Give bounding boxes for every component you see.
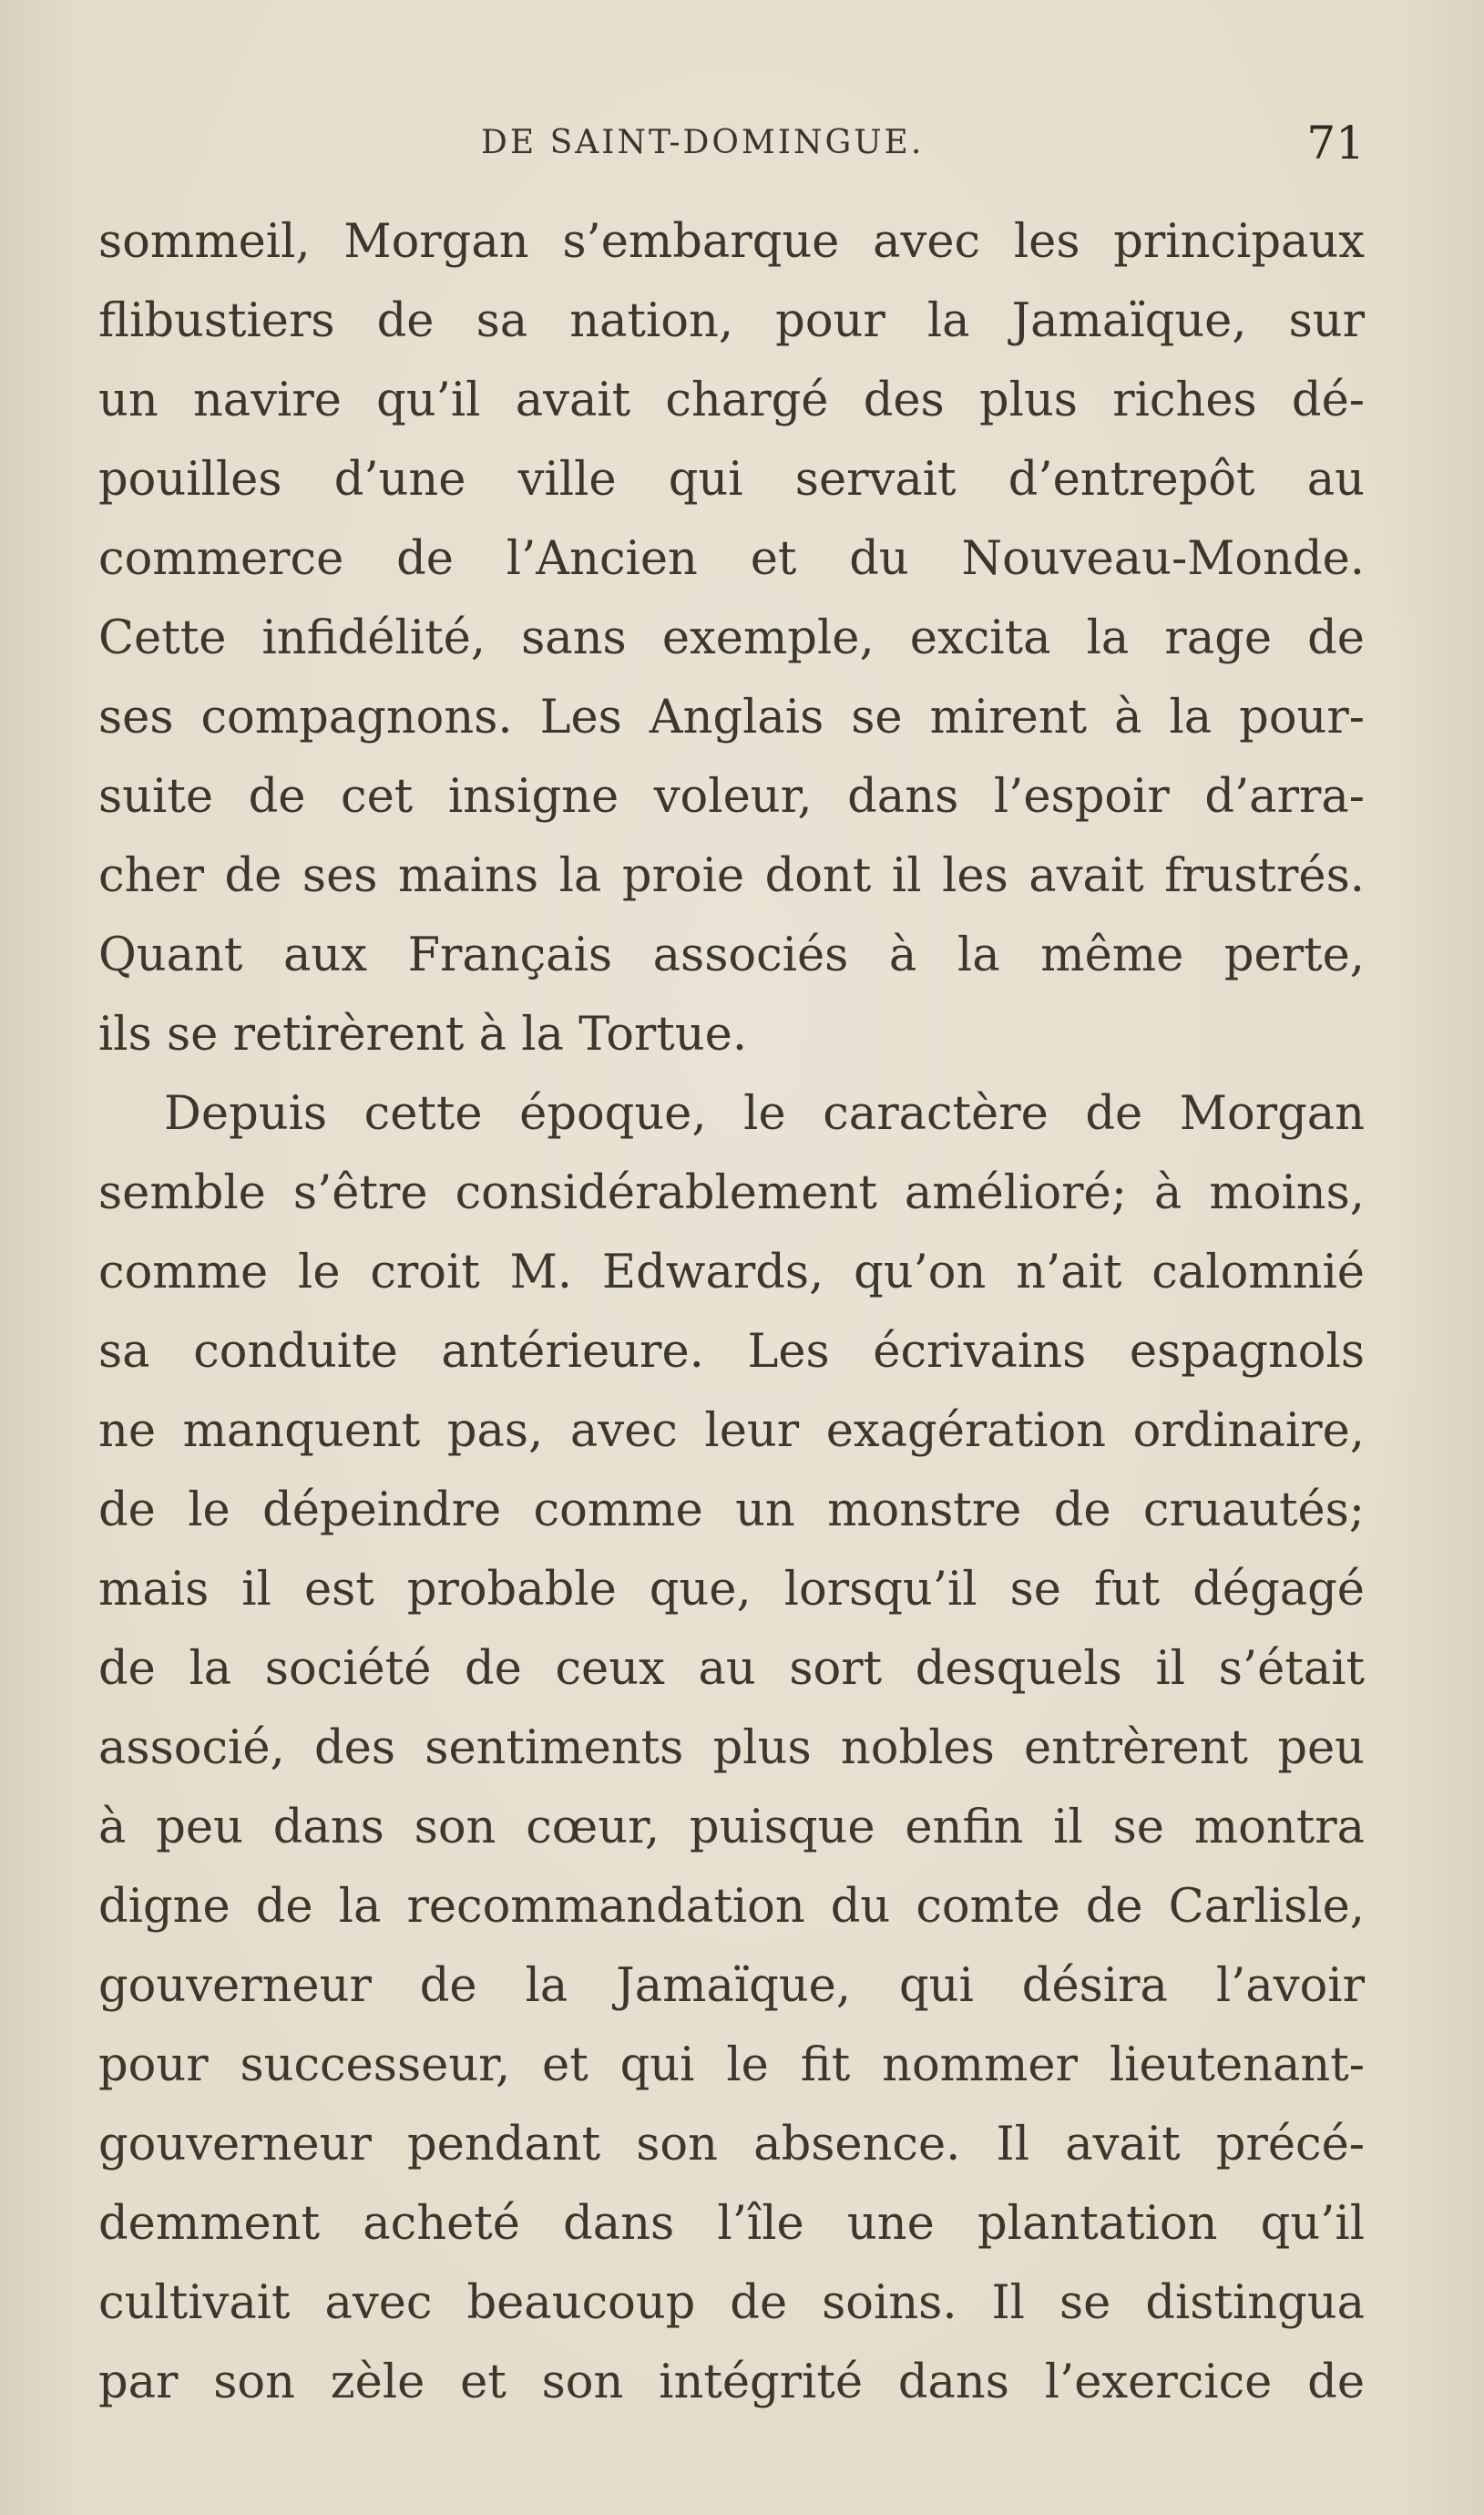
text-line: cultivait avec beaucoup de soins. Il se distingua xyxy=(98,2276,1365,2330)
text-line: flibustiers de sa nation, pour la Jamaïque, sur xyxy=(98,294,1365,348)
text-line: de le dépeindre comme un monstre de cruautés; xyxy=(98,1483,1365,1537)
text-line: comme le croit M. Edwards, qu’on n’ait calomnié xyxy=(98,1246,1365,1299)
text-line: Cette infidélité, sans exemple, excita la rage de xyxy=(98,611,1365,665)
text-line: demment acheté dans l’île une plantation qu’il xyxy=(98,2197,1365,2251)
text-line: associé, des sentiments plus nobles entrèrent peu xyxy=(98,1721,1365,1775)
paragraph-1 xyxy=(98,202,1365,1074)
text-line: Quant aux Français associés à la même perte, xyxy=(98,929,1365,982)
text-line: par son zèle et son intégrité dans l’exercice de xyxy=(98,2356,1365,2409)
text-line: à peu dans son cœur, puisque enfin il se montra xyxy=(98,1801,1365,1854)
running-title: DE SAINT-DOMINGUE. xyxy=(481,124,925,161)
paragraph-2 xyxy=(98,1074,1365,2422)
text-line: semble s’être considérablement amélioré; à moins, xyxy=(98,1166,1365,1220)
text-line: un navire qu’il avait chargé des plus riches dé- xyxy=(98,374,1365,427)
text-line: sommeil, Morgan s’embarque avec les principaux xyxy=(98,215,1365,269)
text-line: mais il est probable que, lorsqu’il se fut dégagé xyxy=(98,1563,1365,1617)
text-line: gouverneur pendant son absence. Il avait précé- xyxy=(98,2118,1365,2171)
text-line: suite de cet insigne voleur, dans l’espoir d’arra- xyxy=(98,770,1365,824)
text-line: sa conduite antérieure. Les écrivains espagnols xyxy=(98,1325,1365,1379)
text-line: ne manquent pas, avec leur exagération ordinaire, xyxy=(98,1404,1365,1458)
text-line: ils se retirèrent à la Tortue. xyxy=(98,1008,748,1062)
text-line: commerce de l’Ancien et du Nouveau-Monde. xyxy=(98,532,1365,586)
page-number: 71 xyxy=(1306,117,1365,169)
text-line: de la société de ceux au sort desquels il s’était xyxy=(98,1642,1365,1696)
body-text xyxy=(98,202,1365,2422)
text-line: pouilles d’une ville qui servait d’entrepôt au xyxy=(98,453,1365,507)
text-line: digne de la recommandation du comte de Carlisle, xyxy=(98,1880,1365,1934)
text-line: gouverneur de la Jamaïque, qui désira l’avoir xyxy=(98,1959,1365,2013)
text-line: pour successeur, et qui le fit nommer lieutenant- xyxy=(98,2038,1365,2092)
text-line: ses compagnons. Les Anglais se mirent à la pour- xyxy=(98,691,1365,744)
text-line: cher de ses mains la proie dont il les avait frustrés. xyxy=(98,849,1365,903)
text-line: Depuis cette époque, le caractère de Morgan xyxy=(164,1087,1365,1141)
running-head xyxy=(98,117,1365,171)
